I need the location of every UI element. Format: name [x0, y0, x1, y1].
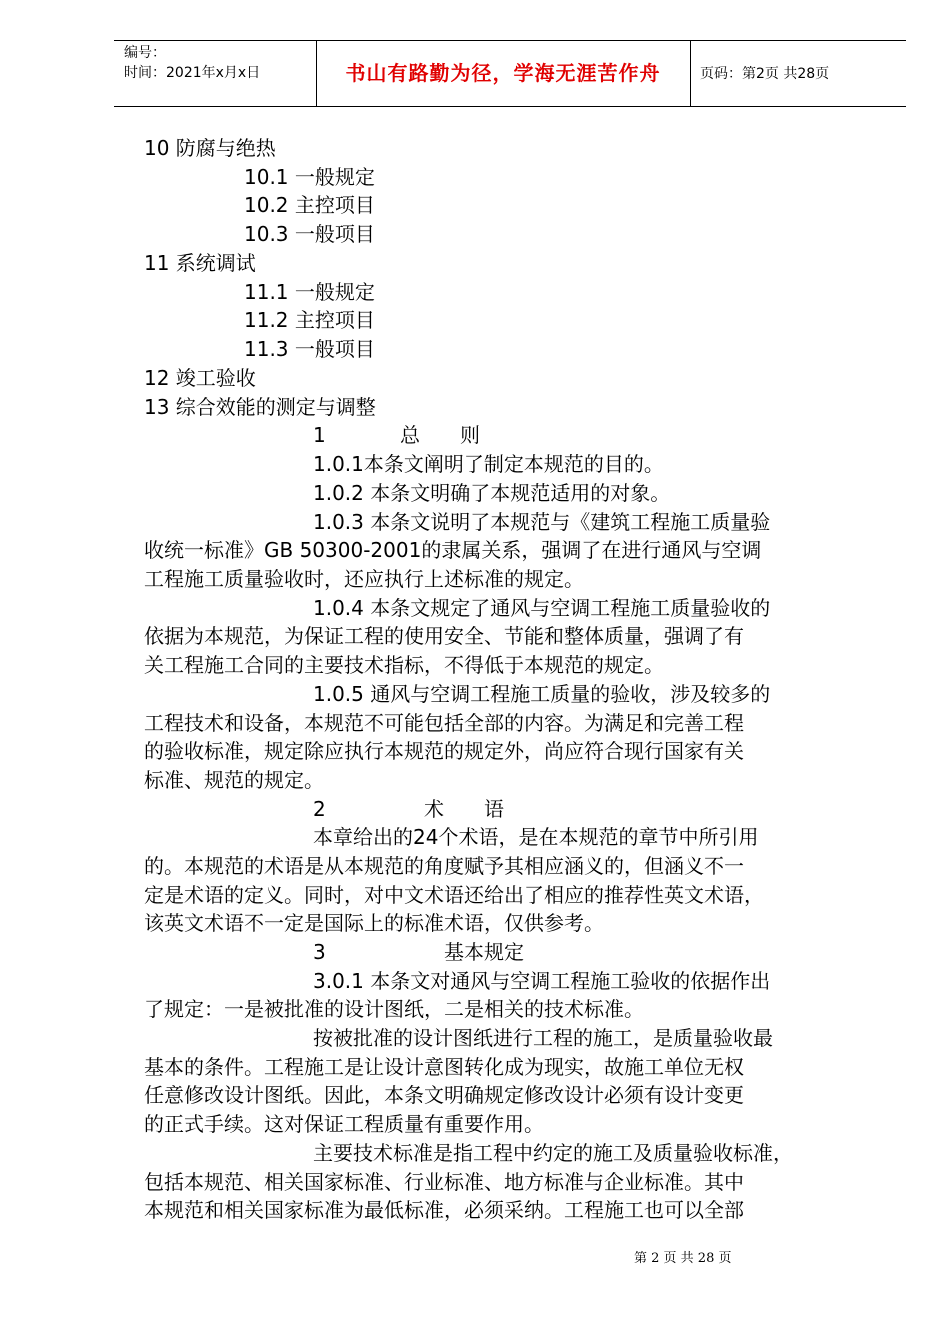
body-line: 按被批准的设计图纸进行工程的施工，是质量验收最 — [313, 1026, 773, 1050]
body-line: 主要技术标准是指工程中约定的施工及质量验收标准， — [313, 1141, 793, 1165]
body-line: 包括本规范、相关国家标准、行业标准、地方标准与企业标准。其中 — [144, 1170, 744, 1194]
toc-item: 11.2 主控项目 — [244, 308, 375, 332]
body-line: 定是术语的定义。同时，对中文术语还给出了相应的推荐性英文术语， — [144, 883, 764, 907]
page-header — [114, 40, 906, 108]
toc-item: 10 防腐与绝热 — [144, 136, 276, 160]
body-line: 标准、规范的规定。 — [144, 768, 324, 792]
body-line: 收统一标准》GB 50300-2001的隶属关系，强调了在进行通风与空调 — [144, 538, 762, 562]
section-number: 2 — [313, 797, 326, 821]
toc-item: 11 系统调试 — [144, 251, 256, 275]
toc-item: 10.3 一般项目 — [244, 222, 375, 246]
body-line: 的。本规范的术语是从本规范的角度赋予其相应涵义的，但涵义不一 — [144, 854, 744, 878]
toc-item: 12 竣工验收 — [144, 366, 256, 390]
document-number: 编号： — [124, 45, 166, 61]
toc-item: 11.3 一般项目 — [244, 337, 375, 361]
header-page-info: 页码：第2页 共28页 — [700, 66, 830, 82]
body-line: 3.0.1 本条文对通风与空调工程施工验收的依据作出 — [313, 969, 771, 993]
body-line: 工程施工质量验收时，还应执行上述标准的规定。 — [144, 567, 584, 591]
section-title: 总 则 — [400, 423, 480, 447]
section-number: 3 — [313, 940, 326, 964]
body-line: 的正式手续。这对保证工程质量有重要作用。 — [144, 1112, 544, 1136]
body-line: 关工程施工合同的主要技术指标，不得低于本规范的规定。 — [144, 653, 664, 677]
section-number: 1 — [313, 423, 326, 447]
header-divider — [690, 40, 691, 107]
section-title: 术 语 — [424, 797, 504, 821]
body-line: 1.0.1本条文阐明了制定本规范的目的。 — [313, 452, 664, 476]
header-motto: 书山有路勤为径，学海无涯苦作舟 — [345, 61, 661, 85]
toc-item: 11.1 一般规定 — [244, 280, 375, 304]
document-time: 时间：2021年x月x日 — [124, 65, 261, 81]
toc-item: 13 综合效能的测定与调整 — [144, 395, 376, 419]
toc-item: 10.2 主控项目 — [244, 193, 375, 217]
body-line: 该英文术语不一定是国际上的标准术语，仅供参考。 — [144, 911, 604, 935]
body-line: 1.0.2 本条文明确了本规范适用的对象。 — [313, 481, 671, 505]
body-line: 工程技术和设备，本规范不可能包括全部的内容。为满足和完善工程 — [144, 711, 744, 735]
body-line: 了规定：一是被批准的设计图纸，二是相关的技术标准。 — [144, 997, 644, 1021]
toc-item: 10.1 一般规定 — [244, 165, 375, 189]
body-line: 的验收标准，规定除应执行本规范的规定外，尚应符合现行国家有关 — [144, 739, 744, 763]
body-line: 本规范和相关国家标准为最低标准，必须采纳。工程施工也可以全部 — [144, 1198, 744, 1222]
section-title: 基本规定 — [444, 940, 524, 964]
body-line: 1.0.3 本条文说明了本规范与《建筑工程施工质量验 — [313, 510, 771, 534]
body-line: 本章给出的24个术语，是在本规范的章节中所引用 — [313, 825, 759, 849]
body-line: 1.0.5 通风与空调工程施工质量的验收，涉及较多的 — [313, 682, 771, 706]
body-line: 1.0.4 本条文规定了通风与空调工程施工质量验收的 — [313, 596, 771, 620]
body-line: 基本的条件。工程施工是让设计意图转化成为现实，故施工单位无权 — [144, 1055, 744, 1079]
body-line: 依据为本规范，为保证工程的使用安全、节能和整体质量，强调了有 — [144, 624, 744, 648]
header-bottom-rule — [114, 106, 906, 107]
page-footer: 第 2 页 共 28 页 — [634, 1251, 732, 1266]
body-line: 任意修改设计图纸。因此，本条文明确规定修改设计必须有设计变更 — [144, 1083, 744, 1107]
